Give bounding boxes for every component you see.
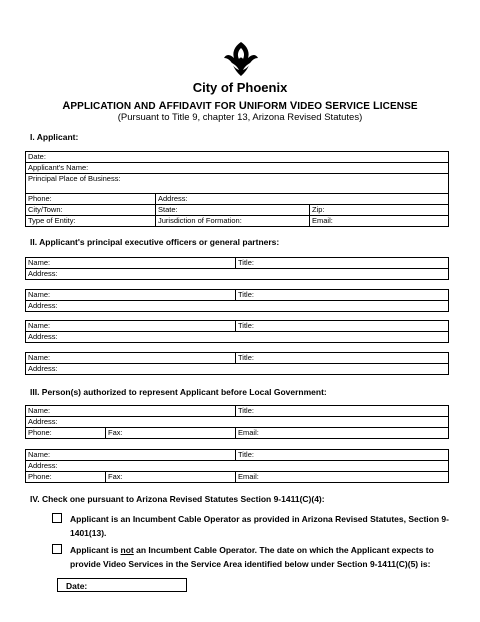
officer-title-field[interactable]: Title: — [236, 290, 449, 301]
rep-address-field[interactable]: Address: — [26, 461, 449, 472]
date-field[interactable]: Date: — [26, 152, 449, 163]
incumbent-checkbox[interactable] — [52, 513, 62, 523]
city-name: City of Phoenix — [192, 80, 288, 95]
type-of-entity-field[interactable]: Type of Entity: — [26, 216, 156, 227]
rep-phone-field[interactable]: Phone: — [26, 472, 106, 483]
officer-name-field[interactable]: Name: — [26, 321, 236, 332]
section-1-heading: I. Applicant: — [30, 132, 79, 142]
rep-name-field[interactable]: Name: — [26, 450, 236, 461]
officer-name-field[interactable]: Name: — [26, 353, 236, 364]
state-field[interactable]: State: — [156, 205, 310, 216]
city-town-field[interactable]: City/Town: — [26, 205, 156, 216]
rep-name-field[interactable]: Name: — [26, 406, 236, 417]
section-3-heading: III. Person(s) authorized to represent Applicant before Local Government: — [30, 387, 327, 397]
not-incumbent-option — [52, 543, 452, 571]
section-2-heading: II. Applicant's principal executive officers or general partners: — [30, 237, 280, 247]
officer-address-field[interactable]: Address: — [26, 301, 449, 312]
officer-address-field[interactable]: Address: — [26, 269, 449, 280]
rep-phone-field[interactable]: Phone: — [26, 428, 106, 439]
jurisdiction-field[interactable]: Jurisdiction of Formation: — [156, 216, 310, 227]
zip-field[interactable]: Zip: — [310, 205, 449, 216]
service-start-date-field[interactable]: Date: — [57, 578, 187, 592]
representative-block — [25, 405, 449, 439]
section-4-heading: IV. Check one pursuant to Arizona Revised Statutes Section 9-1411(C)(4): — [30, 494, 325, 504]
officer-title-field[interactable]: Title: — [236, 353, 449, 364]
rep-title-field[interactable]: Title: — [236, 406, 449, 417]
officer-block — [25, 289, 449, 312]
principal-place-field[interactable]: Principal Place of Business: — [26, 174, 449, 194]
rep-fax-field[interactable]: Fax: — [106, 472, 236, 483]
form-subtitle: (Pursuant to Title 9, chapter 13, Arizona Revised Statutes) — [117, 112, 363, 123]
incumbent-option — [52, 512, 452, 540]
officer-block — [25, 320, 449, 343]
rep-title-field[interactable]: Title: — [236, 450, 449, 461]
applicant-table — [25, 151, 449, 227]
city-of-phoenix-logo — [222, 38, 260, 78]
representative-block — [25, 449, 449, 483]
incumbent-option-label: Applicant is an Incumbent Cable Operator as provided in Arizona Revised Statutes, Section 9-1401(13). — [70, 514, 449, 538]
form-title: APPLICATION AND AFFIDAVIT FOR UNIFORM VIDEO SERVICE LICENSE — [62, 100, 418, 112]
phone-field[interactable]: Phone: — [26, 194, 156, 205]
rep-fax-field[interactable]: Fax: — [106, 428, 236, 439]
officer-address-field[interactable]: Address: — [26, 364, 449, 375]
officer-title-field[interactable]: Title: — [236, 321, 449, 332]
officer-block — [25, 352, 449, 375]
email-field[interactable]: Email: — [310, 216, 449, 227]
rep-email-field[interactable]: Email: — [236, 428, 449, 439]
officer-address-field[interactable]: Address: — [26, 332, 449, 343]
officer-title-field[interactable]: Title: — [236, 258, 449, 269]
rep-address-field[interactable]: Address: — [26, 417, 449, 428]
officer-block — [25, 257, 449, 280]
rep-email-field[interactable]: Email: — [236, 472, 449, 483]
officer-name-field[interactable]: Name: — [26, 290, 236, 301]
not-incumbent-checkbox[interactable] — [52, 544, 62, 554]
not-incumbent-option-label: Applicant is not an Incumbent Cable Operator. The date on which the Applicant expects to provide Video Services in the Service Area identified below under Section 9-1411(C)(5) is: — [70, 545, 434, 569]
applicant-name-field[interactable]: Applicant's Name: — [26, 163, 449, 174]
address-field[interactable]: Address: — [156, 194, 449, 205]
officer-name-field[interactable]: Name: — [26, 258, 236, 269]
